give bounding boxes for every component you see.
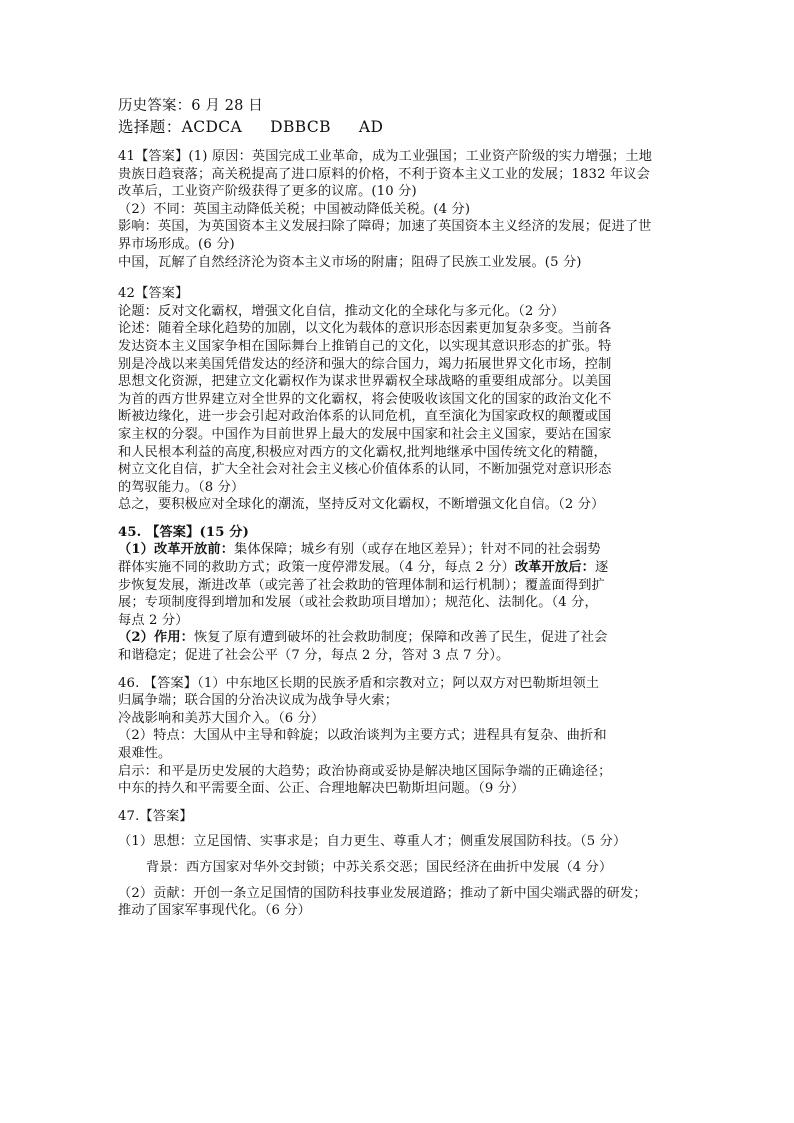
answer-42-heading: 42【答案】 xyxy=(118,286,189,302)
answer-46-line: 艰难性。 xyxy=(118,746,172,761)
answer-42-line: 总之，要积极应对全球化的潮流，坚持反对文化霸权，不断增强文化自信。（2 分） xyxy=(118,497,605,513)
mcq-label: 选择题： xyxy=(118,118,182,136)
answer-45-line: 每点 2 分） xyxy=(118,612,189,628)
mcq-group-1: ACDCA xyxy=(181,118,243,136)
answer-42-line: 思想文化资源，把建立文化霸权作为谋求世界霸权全球战略的重要组成部分。以美国 xyxy=(118,374,612,390)
answer-41-line: 41【答案】(1) 原因：英国完成工业革命，成为工业强国；工业资产阶级的实力增强；土地 xyxy=(118,149,653,164)
answer-45-line: 步恢复发展，渐进改革（或完善了社会救助的管理体制和运行机制）；覆盖面得到扩 xyxy=(118,577,605,593)
answer-41-line: （2）不同：英国主动降低关税；中国被动降低关税。(4 分) xyxy=(118,201,471,217)
answer-42 xyxy=(118,285,678,514)
answer-46-line: （2）特点：大国从中主导和斡旋；以政治谈判为主要方式；进程具有复杂、曲折和 xyxy=(118,728,607,744)
mcq-answers xyxy=(118,116,678,138)
answer-42-line: 树立文化自信，扩大全社会对社会主义核心价值体系的认同，不断加强党对意识形态 xyxy=(118,462,612,478)
answer-47-line: （1）思想：立足国情、实事求是；自力更生、尊重人才；侧重发展国防科技。（5 分） xyxy=(118,834,627,850)
answer-47-line: （2）贡献：开创一条立足国情的国防科技事业发展道路；推动了新中国尖端武器的研发； xyxy=(118,885,647,901)
answer-document xyxy=(118,96,678,920)
answer-45-line: （1）改革开放前：集体保障；城乡有别（或存在地区差异）；针对不同的社会弱势 xyxy=(118,542,601,558)
answer-45-line: 和谐稳定；促进了社会公平（7 分，每点 2 分，答对 3 点 7 分）。 xyxy=(118,648,510,664)
answer-41-line: 界市场形成。(6 分) xyxy=(118,236,235,252)
answer-47 xyxy=(118,808,678,920)
answer-46 xyxy=(118,675,678,798)
answer-41-line: 贵族日趋衰落；高关税提高了进口原料的价格，不利于资本主义工业的发展；1832 年议会 xyxy=(118,166,650,182)
answer-45 xyxy=(118,524,678,665)
answer-47-line: 背景：西方国家对华外交封锁；中苏关系交恶；国民经济在曲折中发展（4 分） xyxy=(146,859,613,875)
answer-42-line: 的驾驭能力。（8 分） xyxy=(118,479,245,495)
answer-45-label-after: 改革开放后： xyxy=(514,560,595,576)
answer-45-label-before: （1）改革开放前： xyxy=(118,542,235,558)
answer-45-heading: 45. 【答案】(15 分) xyxy=(118,524,249,540)
answer-45-line: 展；专项制度得到增加和发展（或社会救助项目增加）；规范化、法制化。（4 分， xyxy=(118,595,598,611)
mcq-group-3: AD xyxy=(358,118,384,136)
answer-45-line: 群体实施不同的救助方式；政策一度停滞发展。（4 分，每点 2 分）改革开放后：逐 xyxy=(118,560,609,576)
answer-42-line: 论述：随着全球化趋势的加剧，以文化为载体的意识形态因素更加复杂多变。当前各 xyxy=(118,321,612,337)
answer-42-line: 论题：反对文化霸权，增强文化自信，推动文化的全球化与多元化。（2 分） xyxy=(118,303,565,319)
answer-41 xyxy=(118,148,678,271)
answer-42-line: 发达资本主义国家争相在国际舞台上推销自己的文化，以实现其意识形态的扩张。特 xyxy=(118,338,612,354)
document-title: 历史答案：6 月 28 日 xyxy=(118,98,263,114)
answer-42-line: 为首的西方世界建立对全世界的文化霸权，将会使吸收该国文化的国家的政治文化不 xyxy=(118,391,612,407)
answer-46-line: 归属争端；联合国的分治决议成为战争导火索； xyxy=(118,693,399,709)
answer-42-line: 和人民根本利益的高度,积极应对西方的文化霸权,批判地继承中国传统文化的精髓， xyxy=(118,444,607,460)
answer-47-line: 推动了国家军事现代化。（6 分） xyxy=(118,903,312,919)
answer-41-line: 改革后，工业资产阶级获得了更多的议席。(10 分) xyxy=(118,184,417,200)
answer-47-heading: 47.【答案】 xyxy=(118,808,193,824)
answer-46-line: 启示：和平是历史发展的大趋势；政治协商或妥协是解决地区国际争端的正确途径； xyxy=(118,763,612,779)
answer-46-line: 46. 【答案】（1）中东地区长期的民族矛盾和宗教对立；阿以双方对巴勒斯坦领土 xyxy=(118,675,600,691)
answer-45-line: （2）作用：恢复了原有遭到破坏的社会救助制度；保障和改善了民生，促进了社会 xyxy=(118,630,608,646)
answer-41-line: 中国，瓦解了自然经济沦为资本主义市场的附庸；阻碍了民族工业发展。(5 分) xyxy=(118,254,582,270)
mcq-group-2: DBBCB xyxy=(270,118,331,136)
answer-42-line: 断被边缘化，进一步会引起对政治体系的认同危机，直至演化为国家政权的颠覆或国 xyxy=(118,409,612,425)
answer-45-label-effect: （2）作用： xyxy=(118,630,195,646)
answer-42-line: 别是冷战以来美国凭借发达的经济和强大的综合国力，竭力拓展世界文化市场，控制 xyxy=(118,356,612,372)
answer-42-line: 家主权的分裂。中国作为目前世界上最大的发展中国家和社会主义国家，要站在国家 xyxy=(118,426,612,442)
answer-46-line: 冷战影响和美苏大国介入。（6 分） xyxy=(118,710,325,726)
answer-41-line: 影响：英国，为英国资本主义发展扫除了障碍；加速了英国资本主义经济的发展；促进了世 xyxy=(118,219,652,235)
answer-46-line: 中东的持久和平需要全面、公正、合理地解决巴勒斯坦问题。（9 分） xyxy=(118,781,525,797)
